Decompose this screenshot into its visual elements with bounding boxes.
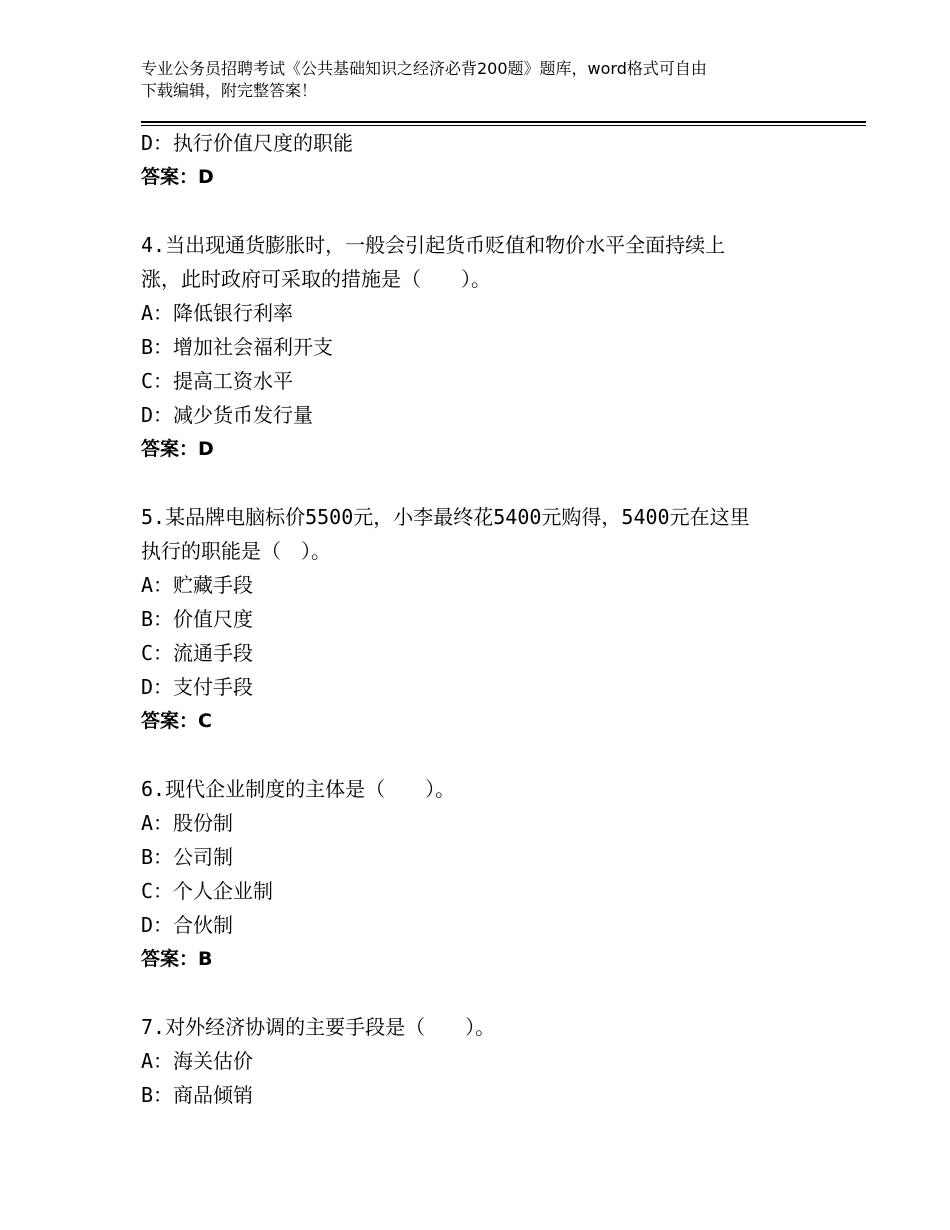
question-stem: 5.某品牌电脑标价5500元，小李最终花5400元购得，5400元在这里 [141,505,750,529]
header-line-1: 专业公务员招聘考试《公共基础知识之经济必背200题》题库，word格式可自由 [141,59,707,78]
question-content [141,126,841,1112]
option-a: A：股份制 [141,811,234,835]
option-b: B：价值尺度 [141,607,254,631]
option-d: D：合伙制 [141,913,234,937]
question-stem: 4.当出现通货膨胀时，一般会引起货币贬值和物价水平全面持续上 [141,233,726,257]
question-stem-cont: 执行的职能是（ ）。 [141,539,331,563]
option-b: B：增加社会福利开支 [141,335,334,359]
option-d: D：支付手段 [141,675,254,699]
prev-answer: 答案：D [141,166,214,188]
question-4 [141,228,841,466]
answer: 答案：C [141,710,212,732]
prev-option-d: D：执行价值尺度的职能 [141,131,354,155]
option-a: A：海关估价 [141,1049,254,1073]
document-header [141,58,841,102]
question-stem-cont: 涨，此时政府可采取的措施是（ ）。 [141,267,491,291]
option-a: A：降低银行利率 [141,301,294,325]
option-c: C：个人企业制 [141,879,274,903]
question-stem: 6.现代企业制度的主体是（ ）。 [141,777,456,801]
question-7 [141,1010,841,1112]
option-c: C：提高工资水平 [141,369,294,393]
answer: 答案：B [141,948,213,970]
option-d: D：减少货币发行量 [141,403,314,427]
question-stem: 7.对外经济协调的主要手段是（ ）。 [141,1015,496,1039]
header-rule-thick [141,121,866,123]
question-6 [141,772,841,976]
answer: 答案：D [141,438,214,460]
option-a: A：贮藏手段 [141,573,254,597]
header-line-2: 下载编辑，附完整答案！ [141,81,318,100]
option-b: B：商品倾销 [141,1083,254,1107]
option-c: C：流通手段 [141,641,254,665]
option-b: B：公司制 [141,845,234,869]
question-5 [141,500,841,738]
